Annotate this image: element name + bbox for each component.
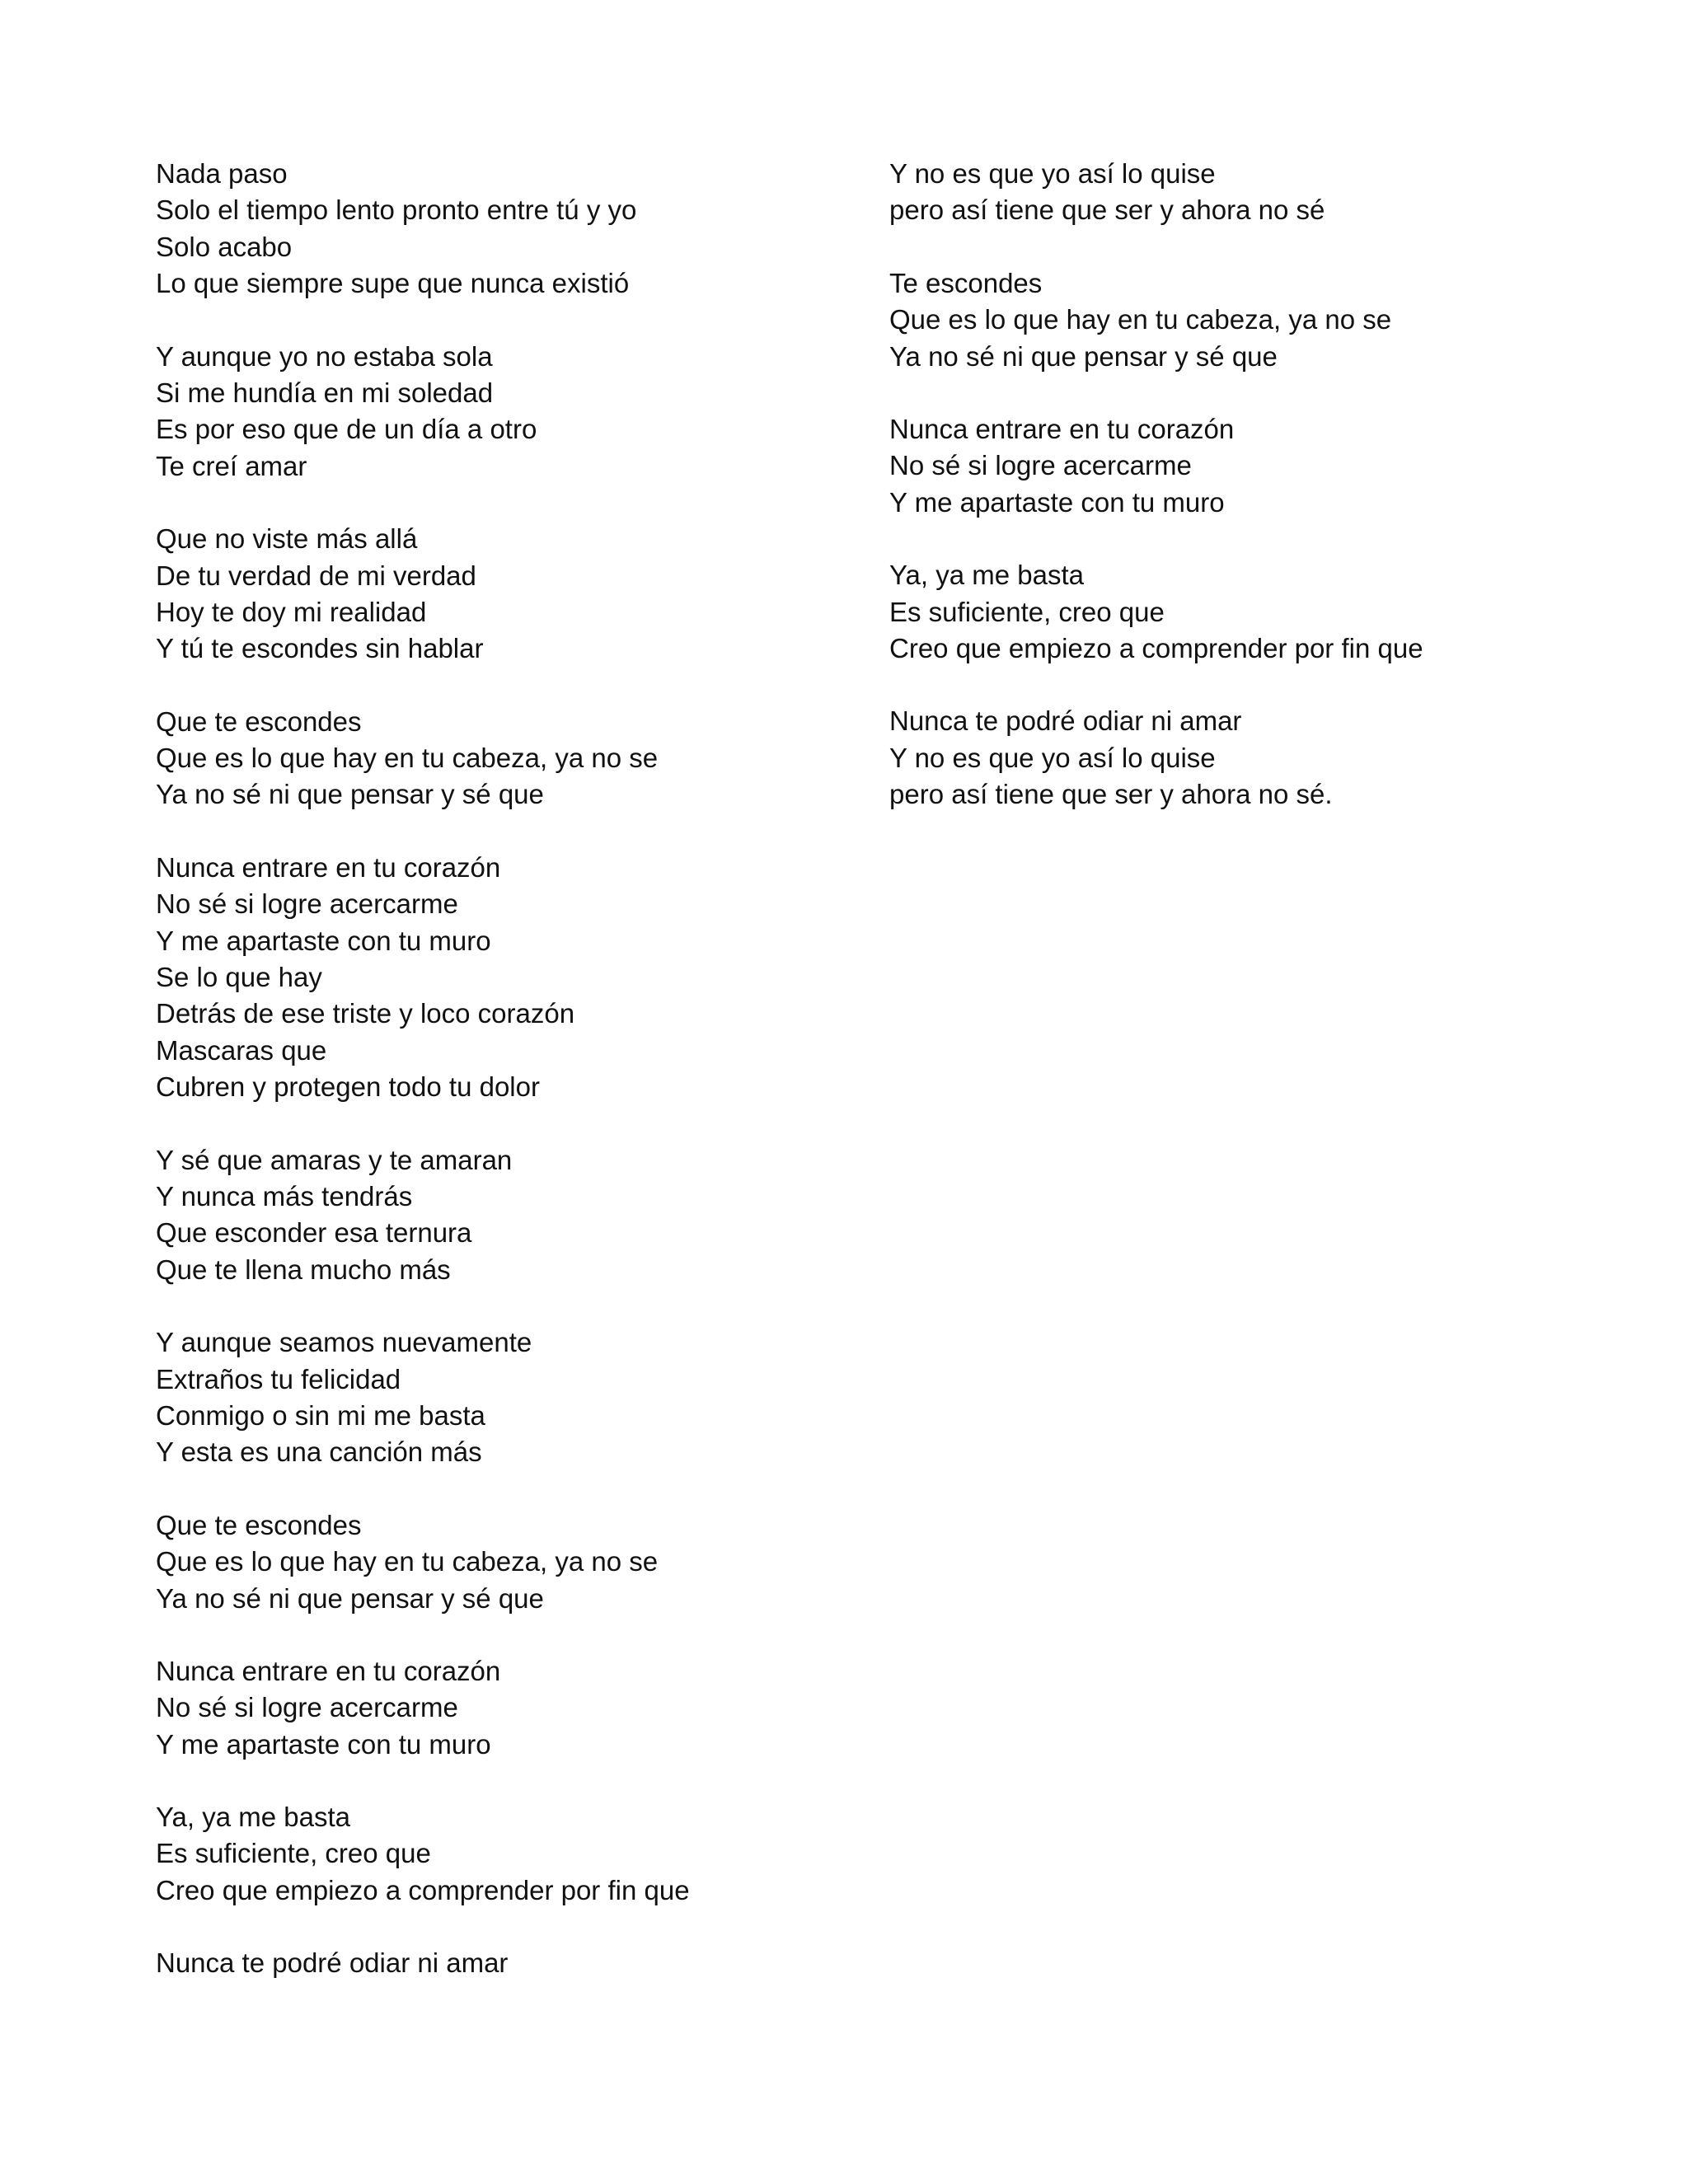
stanza — [889, 703, 1631, 813]
lyric-line: Que es lo que hay en tu cabeza, ya no se — [156, 743, 659, 774]
lyric-line: Nunca entrare en tu corazón — [156, 851, 501, 883]
lyric-line: Y me apartaste con tu muro — [156, 1728, 491, 1760]
lyric-line: No sé si logre acercarme — [156, 888, 458, 920]
stanza — [156, 850, 898, 1106]
lyric-line: Conmigo o sin mi me basta — [156, 1399, 485, 1431]
lyric-line: Si me hundía en mi soledad — [156, 377, 494, 408]
stanza — [156, 1653, 898, 1763]
lyric-line: Que te escondes — [156, 705, 362, 737]
lyric-line: Mascaras que — [156, 1034, 327, 1066]
lyric-line: Es suficiente, creo que — [889, 596, 1165, 627]
lyric-line: Nunca te podré odiar ni amar — [889, 705, 1242, 737]
lyric-line: pero así tiene que ser y ahora no sé. — [889, 779, 1333, 810]
lyric-line: Que es lo que hay en tu cabeza, ya no se — [156, 1546, 659, 1577]
stanza — [156, 1324, 898, 1471]
lyric-line: Nunca entrare en tu corazón — [889, 413, 1235, 444]
lyric-line: Solo acabo — [156, 231, 293, 262]
lyric-line: Hoy te doy mi realidad — [156, 596, 427, 627]
lyric-line: Y aunque yo no estaba sola — [156, 340, 493, 372]
lyric-line: Y me apartaste con tu muro — [156, 925, 491, 956]
lyric-line: No sé si logre acercarme — [889, 450, 1192, 481]
lyric-line: Que no viste más allá — [156, 523, 418, 555]
lyric-line: Ya no sé ni que pensar y sé que — [156, 1582, 544, 1614]
lyric-line: De tu verdad de mi verdad — [156, 560, 476, 591]
lyric-line: Ya, ya me basta — [156, 1802, 351, 1833]
lyric-line: Es por eso que de un día a otro — [156, 414, 537, 445]
stanza — [156, 521, 898, 668]
stanza — [889, 265, 1631, 375]
lyric-line: Te creí amar — [156, 450, 307, 481]
stanza — [889, 411, 1631, 521]
lyric-line: Que te escondes — [156, 1509, 362, 1540]
lyric-line: Nunca te podré odiar ni amar — [156, 1947, 509, 1979]
lyric-line: Extraños tu felicidad — [156, 1363, 401, 1394]
stanza — [156, 1945, 898, 1981]
lyric-line: No sé si logre acercarme — [156, 1692, 458, 1723]
lyric-line: Que esconder esa ternura — [156, 1217, 472, 1249]
lyric-line: Y tú te escondes sin hablar — [156, 633, 484, 664]
lyric-line: Te escondes — [889, 267, 1043, 298]
stanza — [156, 1507, 898, 1617]
lyric-line: Y me apartaste con tu muro — [889, 486, 1225, 518]
lyric-line: Que es lo que hay en tu cabeza, ya no se — [889, 304, 1392, 335]
stanza — [156, 1142, 898, 1289]
stanza — [156, 1799, 898, 1909]
lyric-line: Ya no sé ni que pensar y sé que — [156, 779, 544, 810]
lyric-line: Detrás de ese triste y loco corazón — [156, 998, 575, 1029]
left-column — [156, 156, 898, 2018]
lyric-line: Solo el tiempo lento pronto entre tú y yo — [156, 194, 637, 226]
stanza — [889, 557, 1631, 667]
lyric-line: Y aunque seamos nuevamente — [156, 1327, 532, 1358]
lyric-line: Es suficiente, creo que — [156, 1838, 431, 1869]
lyric-line: Se lo que hay — [156, 962, 322, 993]
lyric-line: Creo que empiezo a comprender por fin que — [889, 632, 1423, 663]
lyric-line: Y sé que amaras y te amaran — [156, 1144, 513, 1175]
lyric-line: Ya, ya me basta — [889, 560, 1085, 591]
stanza — [156, 339, 898, 485]
lyric-line: Nunca entrare en tu corazón — [156, 1655, 501, 1686]
stanza — [156, 156, 898, 302]
lyric-line: Y esta es una canción más — [156, 1436, 482, 1468]
right-column — [889, 156, 1631, 849]
lyric-line: Y no es que yo así lo quise — [889, 158, 1216, 189]
lyric-line: Nada paso — [156, 158, 288, 189]
lyric-line: pero así tiene que ser y ahora no sé — [889, 194, 1325, 226]
lyric-line: Cubren y protegen todo tu dolor — [156, 1071, 540, 1103]
lyric-line: Ya no sé ni que pensar y sé que — [889, 340, 1278, 372]
stanza — [156, 704, 898, 813]
lyric-line: Creo que empiezo a comprender por fin que — [156, 1874, 690, 1905]
lyric-line: Lo que siempre supe que nunca existió — [156, 268, 630, 299]
lyric-line: Y nunca más tendrás — [156, 1180, 413, 1212]
lyric-line: Que te llena mucho más — [156, 1254, 451, 1285]
lyric-line: Y no es que yo así lo quise — [889, 742, 1216, 773]
stanza — [889, 156, 1631, 229]
